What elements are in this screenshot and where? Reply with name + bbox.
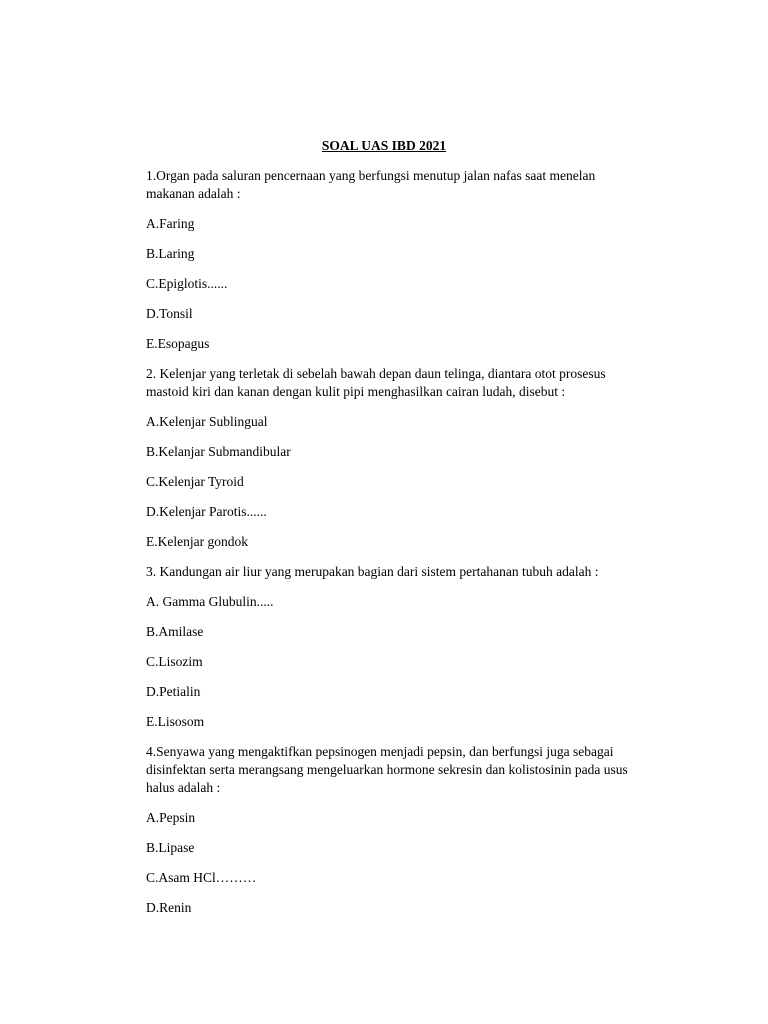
question-4-option-b: B.Lipase xyxy=(146,840,195,855)
question-1-text: 1.Organ pada saluran pencernaan yang berfungsi menutup jalan nafas saat menelan makanan adalah : xyxy=(146,168,596,201)
question-1-option-b: B.Laring xyxy=(146,246,195,261)
question-3-option-b: B.Amilase xyxy=(146,624,204,639)
question-4-option-c: C.Asam HCl……… xyxy=(146,870,257,885)
question-2-option-a: A.Kelenjar Sublingual xyxy=(146,414,268,429)
question-block-1 xyxy=(146,167,646,353)
question-1-option-e: E.Esopagus xyxy=(146,336,210,351)
question-4-option-d: D.Renin xyxy=(146,900,192,915)
question-2-option-d: D.Kelenjar Parotis...... xyxy=(146,504,267,519)
question-block-2 xyxy=(146,365,646,551)
question-1-option-a: A.Faring xyxy=(146,216,195,231)
question-1-option-c: C.Epiglotis...... xyxy=(146,276,228,291)
question-block-4 xyxy=(146,743,646,917)
question-2-option-e: E.Kelenjar gondok xyxy=(146,534,248,549)
question-3-option-e: E.Lisosom xyxy=(146,714,205,729)
question-2-text: 2. Kelenjar yang terletak di sebelah bawah depan daun telinga, diantara otot prosesus mastoid kiri dan kanan dengan kulit pipi menghasilkan cairan ludah, disebut : xyxy=(146,366,606,399)
question-4-text: 4.Senyawa yang mengaktifkan pepsinogen menjadi pepsin, dan berfungsi juga sebagai disinfektan serta merangsang mengeluarkan hormone sekresin dan kolistosinin pada usus halus adalah : xyxy=(146,744,628,795)
question-3-option-a: A. Gamma Glubulin..... xyxy=(146,594,274,609)
question-4-option-a: A.Pepsin xyxy=(146,810,196,825)
question-block-3 xyxy=(146,563,646,731)
question-3-option-c: C.Lisozim xyxy=(146,654,203,669)
question-3-text: 3. Kandungan air liur yang merupakan bagian dari sistem pertahanan tubuh adalah : xyxy=(146,564,599,579)
document-content xyxy=(146,167,646,929)
question-2-option-b: B.Kelanjar Submandibular xyxy=(146,444,291,459)
document-title: SOAL UAS IBD 2021 xyxy=(321,138,447,153)
question-2-option-c: C.Kelenjar Tyroid xyxy=(146,474,244,489)
question-1-option-d: D.Tonsil xyxy=(146,306,193,321)
question-3-option-d: D.Petialin xyxy=(146,684,201,699)
